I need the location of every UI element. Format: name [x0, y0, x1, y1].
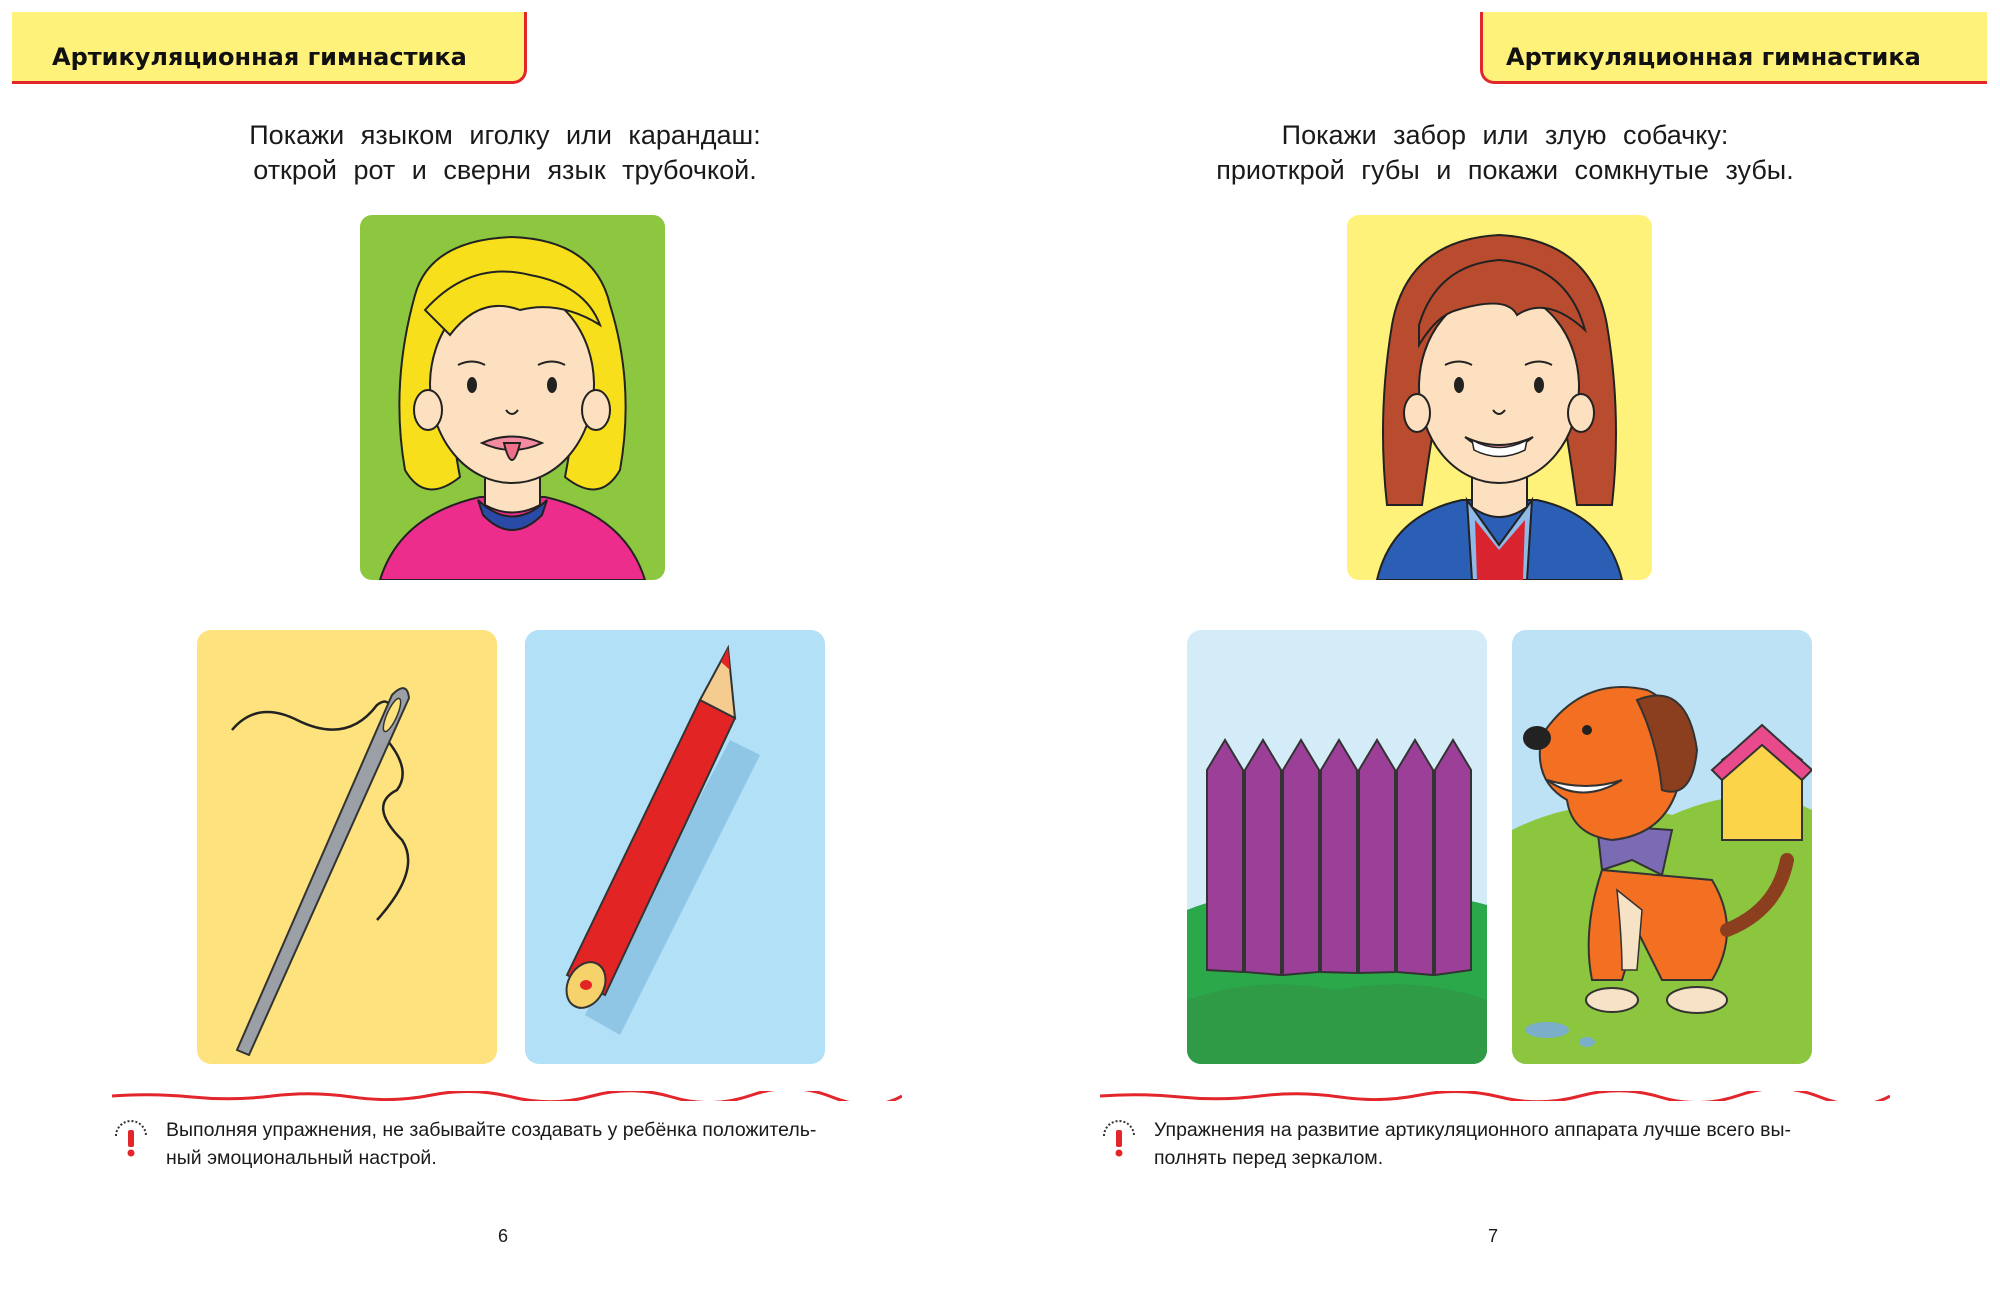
header-tab — [1480, 12, 1987, 84]
for-adults-badge-icon — [1096, 1114, 1142, 1160]
right-page — [1000, 0, 2000, 1316]
adult-note — [1154, 1116, 1904, 1172]
note-line-2: полнять перед зеркалом. — [1154, 1147, 1384, 1169]
page-number: 7 — [1488, 1226, 1499, 1246]
girl-teeth-portrait — [1347, 215, 1652, 580]
note-line-1: Выполняя упражнения, не забывайте создавать у ребёнка положитель- — [166, 1119, 817, 1141]
red-divider — [1100, 1091, 1890, 1101]
instruction-line-2: приоткрой губы и покажи сомкнутые зубы. — [1216, 155, 1794, 185]
instruction-line-1: Покажи забор или злую собачку: — [1281, 120, 1729, 150]
instruction-line-2: открой рот и сверни язык трубочкой. — [253, 155, 757, 185]
header-title: Артикуляционная гимнастика — [1506, 42, 1921, 71]
for-adults-badge-icon — [108, 1114, 154, 1160]
fence-picture — [1187, 630, 1487, 1064]
needle-picture — [197, 630, 497, 1064]
pencil-picture — [525, 630, 825, 1064]
header-tab — [12, 12, 527, 84]
note-line-2: ный эмоциональный настрой. — [166, 1147, 437, 1169]
adult-note — [166, 1116, 916, 1172]
header-title: Артикуляционная гимнастика — [52, 42, 467, 71]
red-divider — [112, 1091, 902, 1101]
page-number: 6 — [498, 1226, 509, 1246]
dog-picture — [1512, 630, 1812, 1064]
exercise-instruction — [205, 118, 805, 188]
exercise-instruction — [1150, 118, 1860, 188]
instruction-line-1: Покажи языком иголку или карандаш: — [249, 120, 761, 150]
note-line-1: Упражнения на развитие артикуляционного аппарата лучше всего вы- — [1154, 1119, 1791, 1141]
girl-tongue-portrait — [360, 215, 665, 580]
